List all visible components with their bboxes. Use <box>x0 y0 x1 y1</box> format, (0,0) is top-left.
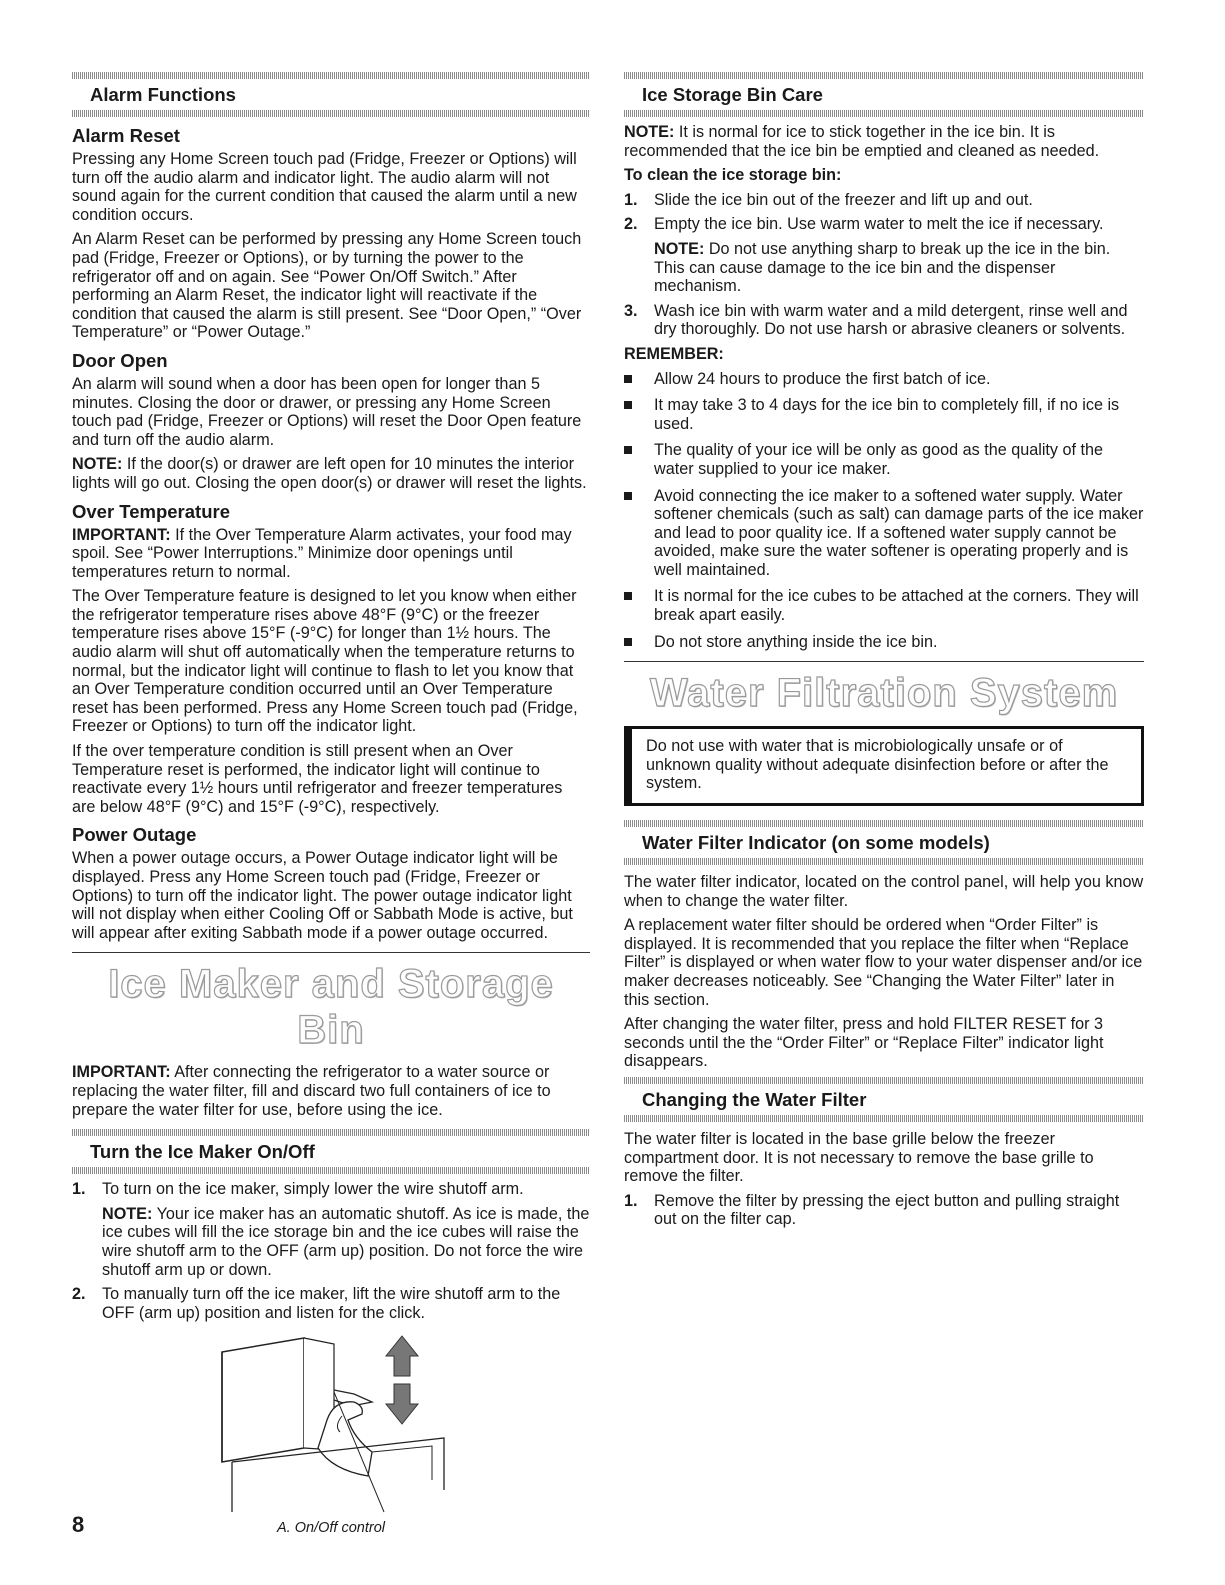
down-arrow-icon <box>386 1384 418 1424</box>
turn-on-off-header <box>72 1129 590 1174</box>
indicator-p2: A replacement water filter should be ordered when “Order Filter” is displayed. It is recommended that you replace the filter when “Replace Filter” is displayed or when water flow to your water dispenser and/or ice maker decreases noticeably. See “Changing the Water Filter” later in this section. <box>624 916 1143 1009</box>
alarm-reset-heading: Alarm Reset <box>72 125 180 146</box>
list-item <box>624 370 1144 389</box>
list-item <box>624 1192 1144 1229</box>
over-temperature-p3: If the over temperature condition is still present when an Over Temperature reset is performed, the indicator light will continue to reactivate every 1½ hours until refrigerator and freezer temperatures are below 48°F (9°C) and 15°F (-9°C), respectively. <box>72 742 563 816</box>
remember-list <box>624 370 1144 652</box>
step-text: Wash ice bin with warm water and a mild detergent, rinse well and dry thoroughly. Do not use harsh or abrasive cleaners or solvents. <box>654 301 1128 339</box>
ice-maker-section-title: Ice Maker and Storage Bin <box>108 962 554 1053</box>
section-rule <box>624 661 1144 662</box>
step-number: 1. <box>72 1180 86 1199</box>
note-label: NOTE: <box>654 239 705 258</box>
list-item <box>72 1285 590 1322</box>
changing-steps <box>624 1192 1144 1229</box>
important-label: IMPORTANT: <box>72 525 171 544</box>
hatch-bar <box>624 820 1144 827</box>
hatch-bar <box>72 110 590 117</box>
clean-heading: To clean the ice storage bin: <box>624 166 842 185</box>
warning-box <box>624 726 1144 806</box>
note-text: Your ice maker has an automatic shutoff. As ice is made, the ice cubes will fill the ice storage bin and the ice cubes will raise the wire shutoff arm to the OFF (arm up) position. Do not force the wire shutoff arm up or down. <box>102 1204 590 1279</box>
section-rule <box>72 952 590 953</box>
door-open-heading: Door Open <box>72 349 168 371</box>
water-filtration-section-title: Water Filtration System <box>649 671 1119 716</box>
ice-maker-drawing <box>72 1330 590 1515</box>
alarm-functions-header <box>72 72 590 117</box>
bullet-icon <box>624 638 632 646</box>
bullet-icon <box>624 492 632 500</box>
note-text: Do not use anything sharp to break up the ice in the bin. This can cause damage to the ice bin and the dispenser mechanism. <box>654 239 1111 296</box>
ice-maker-illustration <box>72 1330 590 1537</box>
turn-on-off-steps <box>72 1180 590 1322</box>
indicator-p1: The water filter indicator, located on the control panel, will help you know when to change the water filter. <box>624 873 1144 910</box>
important-text: If the Over Temperature Alarm activates, your food may spoil. See “Power Interruptions.” Minimize door openings until temperatures return to normal. <box>72 525 572 581</box>
hatch-bar <box>624 1077 1144 1084</box>
right-column <box>624 72 1144 1235</box>
over-temperature-important <box>72 526 590 582</box>
list-item <box>624 215 1144 295</box>
door-open-note <box>72 455 590 492</box>
bullet-text: It is normal for the ice cubes to be attached at the corners. They will break apart easily. <box>654 587 1139 625</box>
hatch-bar <box>624 1115 1144 1122</box>
alarm-functions-title: Alarm Functions <box>90 84 236 105</box>
hatch-bar <box>624 110 1144 117</box>
important-text: After connecting the refrigerator to a water source or replacing the water filter, fill and discard two full containers of ice to prepare the water filter for use, before using the ice. <box>72 1063 551 1119</box>
ice-bin-care-header <box>624 72 1144 117</box>
list-item <box>624 633 1144 652</box>
list-item <box>624 302 1144 339</box>
left-column <box>72 72 590 1537</box>
hatch-bar <box>72 1129 590 1136</box>
note-text: If the door(s) or drawer are left open for 10 minutes the interior lights will go out. Closing the open door(s) or drawer will reset the lights. <box>72 455 587 492</box>
step-number: 2. <box>72 1285 86 1304</box>
hatch-bar <box>624 858 1144 865</box>
changing-filter-title: Changing the Water Filter <box>642 1088 867 1110</box>
bullet-text: Allow 24 hours to produce the first batch of ice. <box>654 369 991 388</box>
alarm-reset-p2: An Alarm Reset can be performed by pressing any Home Screen touch pad (Fridge, Freezer or Options), or by turning the power to the refrigerator off and on again. See “Power On/Off Switch.” After performing an Alarm Reset, the indicator light will reactivate if the condition that caused the alarm is still present. See “Door Open,” “Over Temperature” or “Power Outage.” <box>72 230 582 342</box>
step-number: 1. <box>624 1191 638 1210</box>
step-number: 2. <box>624 215 638 234</box>
step-text: Slide the ice bin out of the freezer and lift up and out. <box>654 190 1033 209</box>
list-item <box>624 441 1144 478</box>
note-label: NOTE: <box>72 455 123 474</box>
bullet-text: Do not store anything inside the ice bin. <box>654 632 938 651</box>
page-number: 8 <box>72 1512 85 1537</box>
step-text: To turn on the ice maker, simply lower the wire shutoff arm. <box>102 1180 524 1199</box>
ice-bin-care-title: Ice Storage Bin Care <box>642 84 823 105</box>
step-number: 3. <box>624 301 638 320</box>
water-filter-indicator-title: Water Filter Indicator (on some models) <box>642 832 990 854</box>
step-number: 1. <box>624 190 638 209</box>
bullet-text: Avoid connecting the ice maker to a softened water supply. Water softener chemicals (such as salt) can damage parts of the ice maker and lead to poor quality ice. If a softened water supply cannot be avoided, make sure the water softener is operating properly and is well maintained. <box>654 486 1144 579</box>
list-item <box>624 487 1144 580</box>
water-filter-indicator-header <box>624 820 1144 865</box>
step-text: Remove the filter by pressing the eject button and pulling straight out on the filter cap. <box>654 1191 1120 1229</box>
bullet-icon <box>624 446 632 454</box>
bullet-icon <box>624 592 632 600</box>
step-note <box>654 240 1144 296</box>
power-outage-heading: Power Outage <box>72 824 197 846</box>
list-item <box>624 587 1144 624</box>
over-temperature-heading: Over Temperature <box>72 500 230 522</box>
up-arrow-icon <box>386 1336 418 1376</box>
step-text: To manually turn off the ice maker, lift the wire shutoff arm to the OFF (arm up) position and listen for the click. <box>102 1285 561 1322</box>
bullet-text: The quality of your ice will be only as good as the quality of the water supplied to your ice maker. <box>654 441 1104 478</box>
hatch-bar <box>72 1167 590 1174</box>
clean-steps <box>624 191 1144 339</box>
remember-heading: REMEMBER: <box>624 344 724 363</box>
hatch-bar <box>72 72 590 79</box>
ice-maker-important <box>72 1063 590 1119</box>
list-item <box>624 396 1144 433</box>
important-label: IMPORTANT: <box>72 1063 171 1082</box>
over-temperature-p2: The Over Temperature feature is designed to let you know when either the refrigerator temperature rises above 48°F (9°C) or the freezer temperature rises above 15°F (-9°C) for longer than 1½ hours. The audio alarm will shut off automatically when the temperature returns to normal, but the indicator light will continue to flash to let you know that an Over Temperature condition occurred until an Over Temperature reset has been performed. Press any Home Screen touch pad (Fridge, Freezer or Options) to turn off the indicator light. <box>72 587 578 736</box>
changing-filter-header <box>624 1077 1144 1122</box>
power-outage-p1: When a power outage occurs, a Power Outage indicator light will be displayed. Press any Home Screen touch pad (Fridge, Freezer or Options) to turn off the indicator light. The power outage indicator light will not display when either Cooling Off or Sabbath Mode is active, but will appear after exiting Sabbath mode if a power outage occurred. <box>72 849 573 942</box>
figure-caption: A. On/Off control <box>277 1520 385 1537</box>
hatch-bar <box>624 72 1144 79</box>
note-label: NOTE: <box>624 123 675 141</box>
changing-p1: The water filter is located in the base grille below the freezer compartment door. It is not necessary to remove the base grille to remove the filter. <box>624 1129 1094 1186</box>
step-text: Empty the ice bin. Use warm water to melt the ice if necessary. <box>654 215 1104 234</box>
ice-bin-note <box>624 123 1144 160</box>
indicator-p3: After changing the water filter, press and hold FILTER RESET for 3 seconds until the the “Order Filter” or “Replace Filter” indicator light disappears. <box>624 1015 1104 1071</box>
alarm-reset-p1: Pressing any Home Screen touch pad (Fridge, Freezer or Options) will turn off the audio alarm and indicator light. The audio alarm will not sound again for the current condition that caused the alarm until a new condition occurs. <box>72 150 577 224</box>
list-item <box>72 1180 590 1279</box>
door-open-p1: An alarm will sound when a door has been open for longer than 5 minutes. Closing the door or drawer, or pressing any Home Screen touch pad (Fridge, Freezer or Options) will reset the Door Open feature and turn off the audio alarm. <box>72 374 582 449</box>
note-label: NOTE: <box>102 1204 153 1223</box>
turn-on-off-title: Turn the Ice Maker On/Off <box>90 1141 315 1163</box>
step-note <box>102 1205 590 1279</box>
bullet-icon <box>624 375 632 383</box>
bullet-icon <box>624 401 632 409</box>
warning-text: Do not use with water that is microbiologically unsafe or of unknown quality without adequate disinfection before or after the system. <box>646 737 1109 793</box>
list-item <box>624 191 1144 210</box>
bullet-text: It may take 3 to 4 days for the ice bin to completely fill, if no ice is used. <box>654 396 1120 433</box>
note-text: It is normal for ice to stick together in the ice bin. It is recommended that the ice bin be emptied and cleaned as needed. <box>624 123 1100 160</box>
